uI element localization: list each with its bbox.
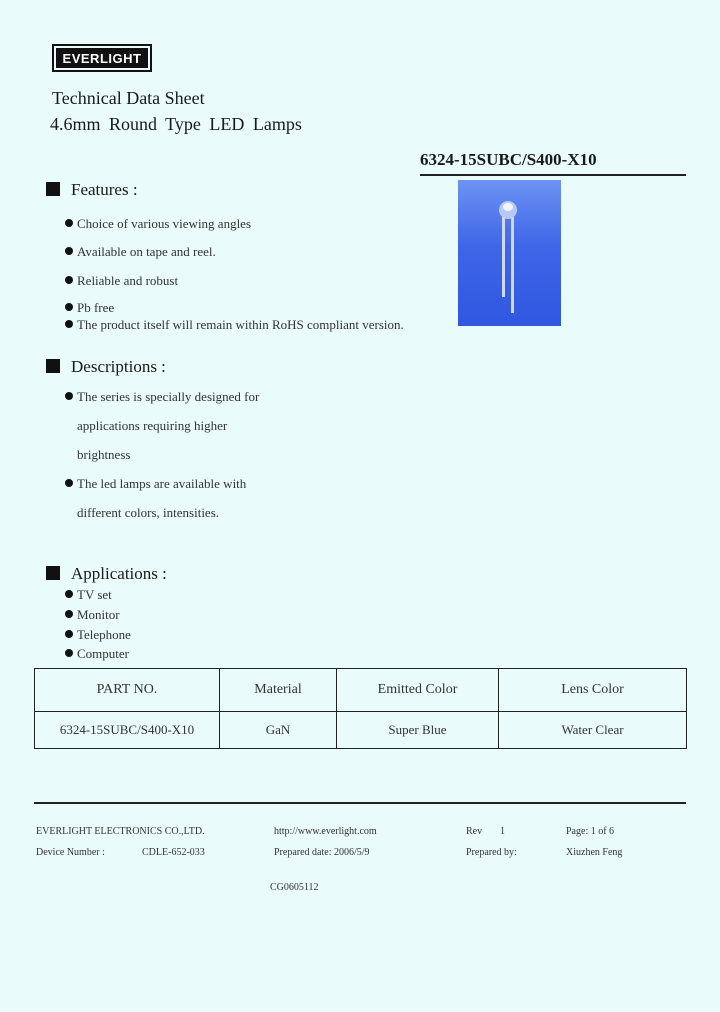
bullet-icon [65, 649, 73, 657]
bullet-icon [65, 630, 73, 638]
footer-device-label: Device Number : [36, 847, 105, 858]
application-item: Telephone [65, 627, 131, 643]
features-heading: Features : [46, 180, 138, 200]
description-line: brightness [77, 447, 131, 462]
application-item: TV set [65, 587, 112, 603]
footer-rev-value: 1 [500, 826, 505, 837]
part-number-rule [420, 174, 686, 176]
square-bullet-icon [46, 566, 60, 580]
footer-device-number: CDLE-652-033 [142, 847, 205, 858]
document-subtitle: 4.6mm Round Type LED Lamps [50, 114, 302, 134]
footer-prepared-by-value: Xiuzhen Feng [566, 847, 623, 858]
cell-material: GaN [220, 712, 337, 749]
document-title: Technical Data Sheet [52, 88, 205, 108]
bullet-icon [65, 303, 73, 311]
bullet-icon [65, 479, 73, 487]
logo-text: EVERLIGHT [56, 48, 148, 68]
bullet-icon [65, 392, 73, 400]
application-item: Monitor [65, 607, 120, 623]
header-material: Material [220, 669, 337, 712]
feature-item: Pb free [65, 300, 114, 316]
applications-heading: Applications : [46, 564, 167, 584]
bullet-icon [65, 219, 73, 227]
cell-lens-color: Water Clear [499, 712, 687, 749]
footer-rev-label: Rev [466, 826, 483, 837]
table-header-row [35, 669, 687, 712]
feature-item: The product itself will remain within RoHS compliant version. [65, 317, 404, 333]
square-bullet-icon [46, 182, 60, 196]
bullet-icon [65, 590, 73, 598]
footer-company: EVERLIGHT ELECTRONICS CO.,LTD. [36, 826, 205, 837]
bullet-icon [65, 276, 73, 284]
footer-rule [34, 802, 686, 804]
footer-website[interactable]: http://www.everlight.com [274, 826, 377, 837]
header-part-no: PART NO. [35, 669, 220, 712]
description-line: applications requiring higher [77, 418, 228, 433]
feature-item: Available on tape and reel. [65, 244, 216, 260]
cell-emitted-color: Super Blue [337, 712, 499, 749]
spec-table [34, 668, 687, 749]
description-line: different colors, intensities. [77, 505, 220, 520]
header-emitted-color: Emitted Color [337, 669, 499, 712]
descriptions-heading: Descriptions : [46, 357, 166, 377]
feature-item: Reliable and robust [65, 273, 178, 289]
footer-prepared-by-label: Prepared by: [466, 847, 517, 858]
footer-page: Page: 1 of 6 [566, 826, 615, 837]
application-item: Computer [65, 646, 129, 662]
footer-document-code: CG0605112 [270, 882, 319, 893]
bullet-icon [65, 610, 73, 618]
company-logo [52, 44, 152, 72]
description-line: The series is specially designed for [65, 389, 259, 405]
description-line: The led lamps are available with [65, 476, 246, 492]
footer-prepared-date: Prepared date: 2006/5/9 [274, 847, 370, 858]
feature-item: Choice of various viewing angles [65, 216, 251, 232]
product-photo [458, 180, 561, 326]
bullet-icon [65, 247, 73, 255]
header-lens-color: Lens Color [499, 669, 687, 712]
cell-part-no: 6324-15SUBC/S400-X10 [35, 712, 220, 749]
bullet-icon [65, 320, 73, 328]
led-lamp-icon [458, 180, 561, 326]
table-row [35, 712, 687, 749]
part-number-heading: 6324-15SUBC/S400-X10 [420, 150, 597, 169]
square-bullet-icon [46, 359, 60, 373]
